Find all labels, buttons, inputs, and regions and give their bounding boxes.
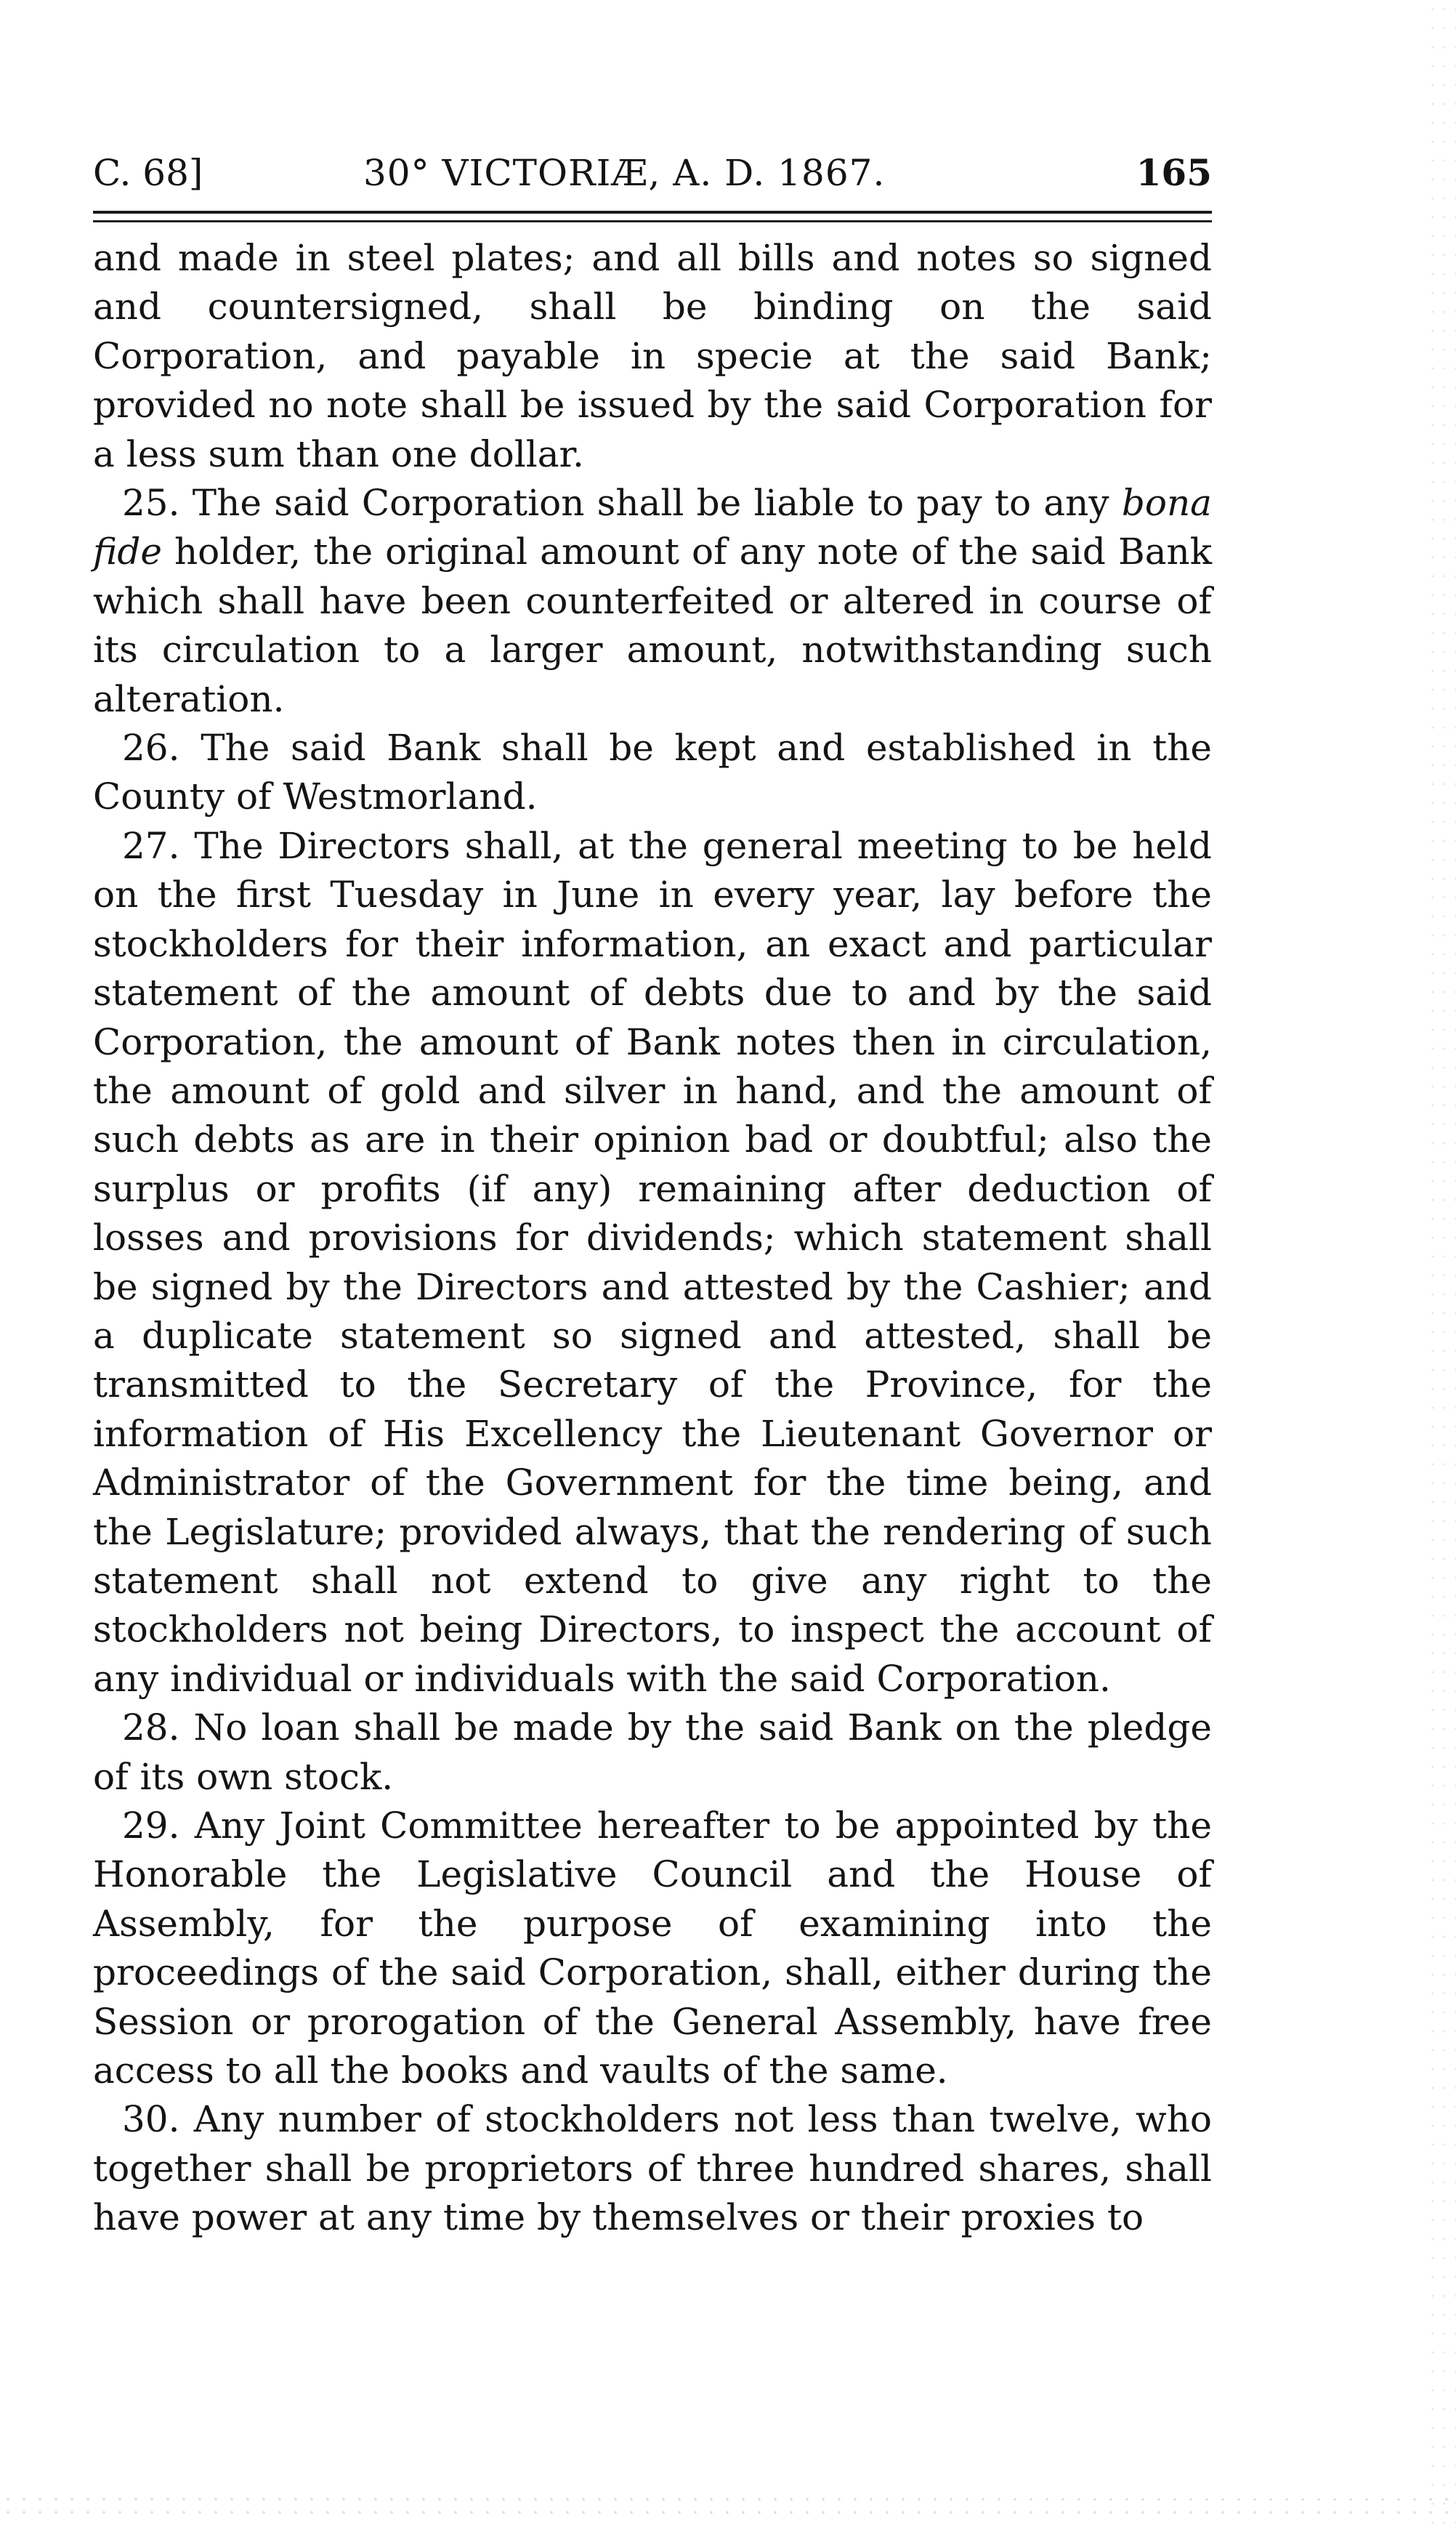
header-rule-thick [93,211,1212,214]
section-28: 28. No loan shall be made by the said Bank on the pledge of its own stock. [93,1706,1212,1798]
section-25-text-end: holder, the original amount of any note of the said Bank which shall have been counterfeited or altered in course of its circulation to a larger amount, notwithstanding such alteration. [93,531,1212,720]
statute-title: 30° VICTORIÆ, A. D. 1867. [363,152,886,194]
section-27: 27. The Directors shall, at the general meeting to be held on the first Tuesday in June in every year, lay before the stockholders for their information, an exact and particular statement of the amount of debts due to and by the said Corporation, the amount of Bank notes then in circulation, the amount of gold and silver in hand, and the amount of such debts as are in their opinion bad or doubtful; also the surplus or profits (if any) remaining after deduction of losses and provisions for dividends; which statement shall be signed by the Directors and attested by the Cashier; and a duplicate statement so signed and attested, shall be transmitted to the Secretary of the Province, for the information of His Excellency the Lieutenant Governor or Administrator of the Government for the time being, and the Legislature; provided always, that the rendering of such statement shall not extend to give any right to the stockholders not being Directors, to inspect the account of any individual or individuals with the said Corporation. [93,824,1212,1700]
section-25 [93,479,1212,724]
page-number: 165 [1136,151,1212,194]
section-25-italic-phrase: bona fide [93,482,1212,573]
section-26: 26. The said Bank shall be kept and established in the County of Westmorland. [93,727,1212,818]
chapter-number: C. 68] [93,152,203,194]
scan-noise-edge [1427,0,1456,2532]
body-text [93,234,1212,2243]
scan-noise-bottom [0,2493,1456,2522]
section-25-text-start: 25. The said Corporation shall be liable to pay to any [122,482,1122,525]
paragraph-continuation: and made in steel plates; and all bills and notes so signed and countersigned, shall be binding on the said Corporation, and payable in specie at the said Bank; provided no note shall be issued by the said Corporation for a less sum than one dollar. [93,237,1212,475]
header-rule-thin [93,220,1212,222]
section-30: 30. Any number of stockholders not less than twelve, who together shall be proprietors of three hundred shares, shall have power at any time by themselves or their proxies to [93,2098,1212,2239]
section-29: 29. Any Joint Committee hereafter to be appointed by the Honorable the Legislative Council and the House of Assembly, for the purpose of examining into the proceedings of the said Corporation, shall, either during the Session or prorogation of the General Assembly, have free access to all the books and vaults of the same. [93,1805,1212,2092]
running-header [93,144,1212,202]
